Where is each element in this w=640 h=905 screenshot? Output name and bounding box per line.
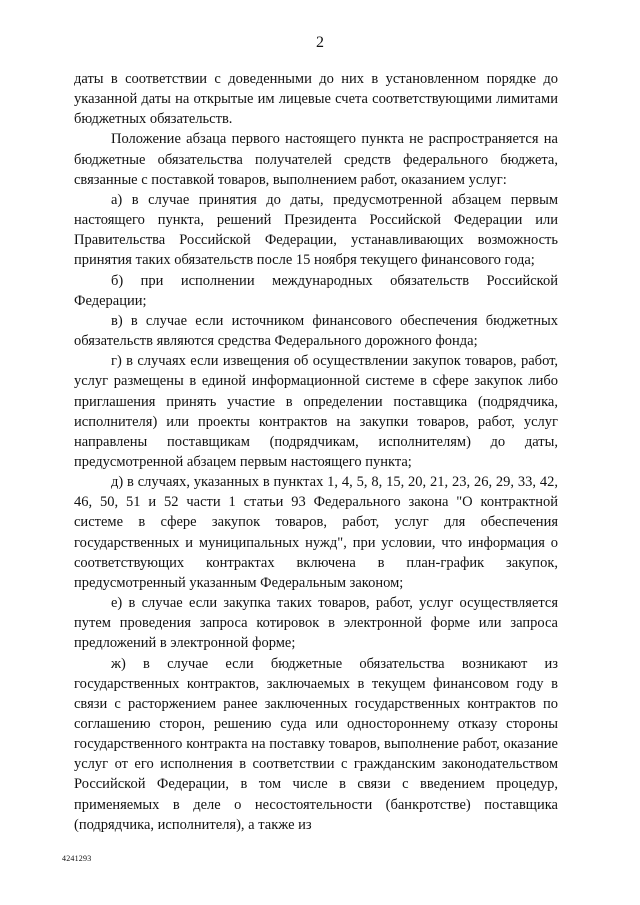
list-item-v: в) в случае если источником финансового обеспечения бюджетных обязательств являются средства Федерального дорожного фонда;: [74, 312, 558, 350]
page-number: 2: [316, 34, 324, 51]
document-body: [74, 69, 558, 835]
list-item-b: б) при исполнении международных обязательств Российской Федерации;: [74, 272, 558, 309]
list-item-a: а) в случае принятия до даты, предусмотренной абзацем первым настоящего пункта, решений Президента Российской Федерации или Правительства Российской Федерации, устанавливающих возможность принятия таких обязательств после 15 ноября текущего финансового года;: [74, 191, 558, 269]
paragraph-exception-intro: Положение абзаца первого настоящего пункта не распространяется на бюджетные обязательства получателей средств федерального бюджета, связанные с поставкой товаров, выполнением работ, оказанием услуг:: [74, 131, 558, 188]
list-item-zh: ж) в случае если бюджетные обязательства возникают из государственных контрактов, заключаемых в текущем финансовом году в связи с расторжением ранее заключенных государственных контрактов по соглашению сторон, решению суда или одностороннему отказу стороны государственного контракта на поставку товаров, выполнение работ, оказание услуг от его исполнения в соответствии с гражданским законодательством Российской Федерации, в том числе в связи с введением процедур, применяемых в деле о несостоятельности (банкротстве) поставщика (подрядчика, исполнителя), а также из: [74, 655, 558, 833]
list-item-g: г) в случаях если извещения об осуществлении закупок товаров, работ, услуг размещены в единой информационной системе в сфере закупок либо приглашения принять участие в определении поставщика (подрядчика, исполнителя) или проекты контрактов на закупки товаров, работ, услуг направлены поставщикам (подрядчикам, исполнителям) до даты, предусмотренной абзацем первым настоящего пункта;: [74, 353, 558, 470]
list-item-e: е) в случае если закупка таких товаров, работ, услуг осуществляется путем проведения запроса котировок в электронной форме или запроса предложений в электронной форме;: [74, 595, 558, 652]
list-item-d: д) в случаях, указанных в пунктах 1, 4, 5, 8, 15, 20, 21, 23, 26, 29, 33, 42, 46, 50, 51 и 52 части 1 статьи 93 Федерального закона "О контрактной системе в сфере закупок товаров, работ, услуг для обеспечения государственных и муниципальных нужд", при условии, что информация о соответствующих контрактах включена в план-график закупок, предусмотренный указанным Федеральным законом;: [74, 474, 558, 591]
document-code: 4241293: [62, 854, 92, 863]
paragraph-continuation: даты в соответствии с доведенными до них в установленном порядке до указанной даты на открытые им лицевые счета соответствующими лимитами бюджетных обязательств.: [74, 71, 558, 128]
